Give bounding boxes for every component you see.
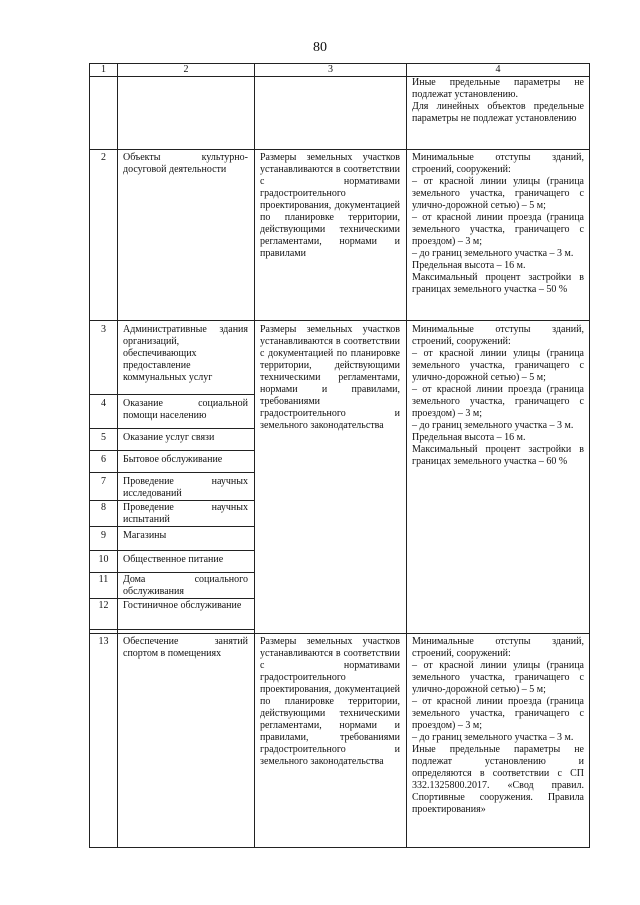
- use-name: Проведение научных испытаний: [123, 502, 248, 525]
- sub-row-divider: [90, 450, 254, 451]
- page-number: 80: [313, 40, 327, 55]
- use-name: Проведение научных исследований: [123, 476, 248, 499]
- row-divider: [90, 320, 589, 321]
- row-number: 4: [101, 398, 106, 409]
- limit-parameters: [412, 152, 584, 296]
- sub-row-divider: [90, 500, 254, 501]
- param-line: Максимальный процент застройки в границах земельного участка – 60 %: [412, 444, 584, 467]
- sub-row-divider: [90, 598, 254, 599]
- param-line: Минимальные отступы зданий, строений, сооружений:: [412, 152, 584, 175]
- param-line: Минимальные отступы зданий, строений, сооружений:: [412, 324, 584, 347]
- param-line: Иные предельные параметры не подлежат установлению и определяются в соответствии с СП 332.1325800.2017. «Свод правил. Спортивные сооружения. Правила проектирования»: [412, 744, 584, 815]
- params-line: Иные предельные параметры не подлежат установлению.: [412, 77, 584, 100]
- param-line: – от красной линии проезда (граница земельного участка, граничащего с проездом) – 3 м;: [412, 384, 584, 419]
- param-line: Предельная высота – 16 м.: [412, 432, 526, 443]
- use-name: Гостиничное обслуживание: [123, 600, 242, 611]
- use-name: Оказание услуг связи: [123, 432, 215, 443]
- param-line: Минимальные отступы зданий, строений, сооружений:: [412, 636, 584, 659]
- use-name: Административные здания организаций, обеспечивающих предоставление коммунальных услуг: [123, 324, 248, 383]
- column-divider: [406, 64, 407, 847]
- row-number: 6: [101, 454, 106, 465]
- sub-row-divider: [90, 550, 254, 551]
- use-name: Общественное питание: [123, 554, 224, 565]
- row-number: 9: [101, 530, 106, 541]
- use-name: Дома социального обслуживания: [123, 574, 248, 597]
- row-number: 7: [101, 476, 106, 487]
- sub-row-divider: [90, 428, 254, 429]
- row-number: 13: [98, 636, 109, 647]
- column-header-1: 1: [101, 64, 106, 75]
- sub-row-divider: [90, 394, 254, 395]
- column-header-4: 4: [495, 64, 501, 75]
- use-name: Объекты культурно-досуговой деятельности: [123, 152, 248, 175]
- param-line: – от красной линии улицы (граница земельного участка, граничащего с улично-дорожной сетью) – 5 м;: [412, 348, 584, 383]
- param-line: – от красной линии проезда (граница земельного участка, граничащего с проездом) – 3 м;: [412, 696, 584, 731]
- row-number: 3: [101, 324, 106, 335]
- use-name: Магазины: [123, 530, 167, 541]
- column-divider: [117, 64, 118, 847]
- land-plot-requirements: Размеры земельных участков устанавливаются в соответствии с документацией по планировке территории, действующими техническими регламентами, нормами и правилами, требованиями градостроительного и земельного законодательства: [260, 324, 400, 431]
- use-name: Бытовое обслуживание: [123, 454, 223, 465]
- row-number: 10: [98, 554, 109, 565]
- linear-objects-line: Для линейных объектов предельные параметры не подлежат установлению: [412, 101, 584, 124]
- sub-row-divider: [90, 526, 254, 527]
- param-line: – от красной линии улицы (граница земельного участка, граничащего с улично-дорожной сетью) – 5 м;: [412, 660, 584, 695]
- param-line: – от красной линии проезда (граница земельного участка, граничащего с проездом) – 3 м;: [412, 212, 584, 247]
- param-line: Предельная высота – 16 м.: [412, 260, 526, 271]
- row-number: 8: [101, 502, 106, 513]
- param-line: Максимальный процент застройки в границах земельного участка – 50 %: [412, 272, 584, 295]
- limit-parameters: [412, 636, 584, 816]
- limit-parameters: [412, 324, 584, 468]
- sub-row-divider: [90, 572, 254, 573]
- column-header-3: 3: [328, 64, 333, 75]
- param-line: – до границ земельного участка – 3 м.: [412, 420, 574, 431]
- row-number: 12: [98, 600, 109, 611]
- row-divider: [90, 149, 589, 150]
- regulations-table: [89, 63, 590, 848]
- row-number: 11: [98, 574, 109, 585]
- row-divider: [90, 633, 589, 634]
- sub-row-divider: [90, 472, 254, 473]
- land-plot-requirements: Размеры земельных участков устанавливаются в соответствии с нормативами градостроительного проектирования, документацией по планировке территории, действующими техническими регламентами, нормами и правилами, требованиями градостроительного и земельного законодательства: [260, 636, 400, 767]
- column-divider: [254, 64, 255, 847]
- param-line: – от красной линии улицы (граница земельного участка, граничащего с улично-дорожной сетью) – 5 м;: [412, 176, 584, 211]
- use-name: Обеспечение занятий спортом в помещениях: [123, 636, 248, 659]
- column-header-2: 2: [183, 64, 189, 75]
- param-line: – до границ земельного участка – 3 м.: [412, 248, 574, 259]
- row-number: 2: [101, 152, 106, 163]
- row-number: 5: [101, 432, 106, 443]
- continuation-params: [412, 77, 584, 125]
- land-plot-requirements: Размеры земельных участков устанавливаются в соответствии с нормативами градостроительного проектирования, документацией по планировке территории, действующими техническими регламентами, нормами и правилами: [260, 152, 400, 259]
- sub-row-divider: [90, 629, 254, 630]
- use-name: Оказание социальной помощи населению: [123, 398, 248, 421]
- param-line: – до границ земельного участка – 3 м.: [412, 732, 574, 743]
